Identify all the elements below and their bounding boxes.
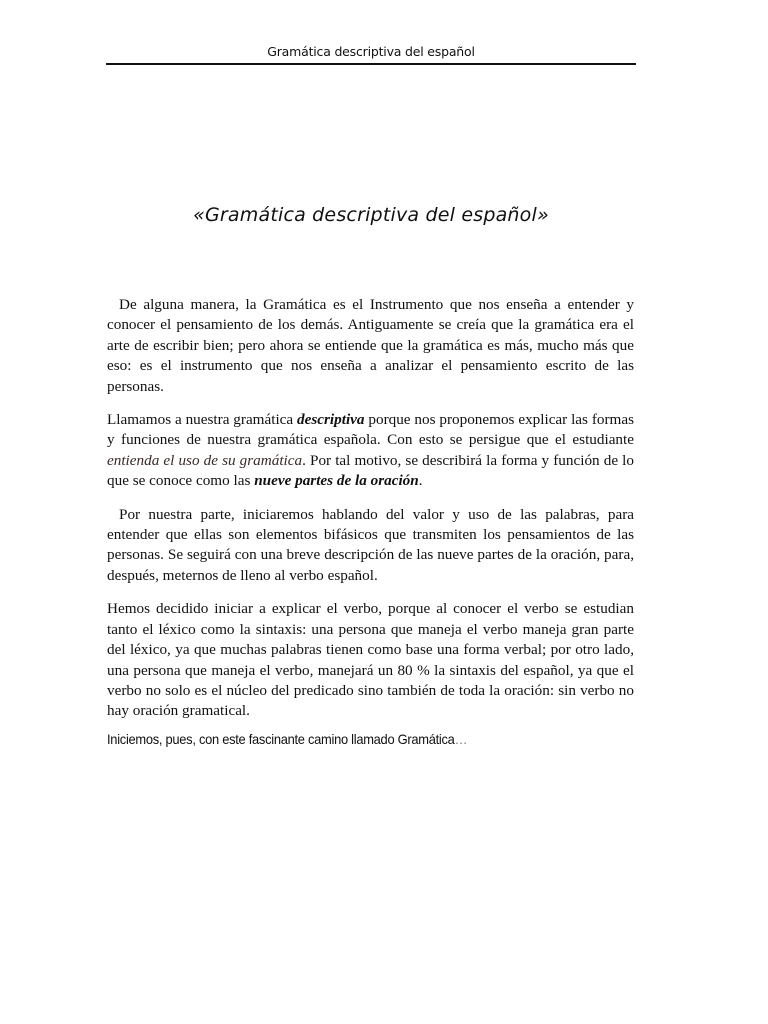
paragraph-2-text-3: . Por tal motivo, se describirá la forma y función de lo que se conoce como las	[107, 451, 634, 490]
closing-text: Iniciemos, pues, con este fascinante camino llamado Gramática	[107, 731, 455, 747]
body-text	[107, 295, 634, 735]
running-header: Gramática descriptiva del español	[267, 44, 475, 59]
page-title: «Gramática descriptiva del español»	[193, 204, 549, 226]
paragraph-3: Por nuestra parte, iniciaremos hablando del valor y uso de las palabras, para entender que ellas son elementos bifásicos que transmiten los pensamientos de las personas. Se seguirá con una breve descripción de las nueve partes de la oración, para, después, meternos de lleno al verbo español.	[107, 505, 634, 584]
term-nueve-partes: nueve partes de la oración	[254, 472, 419, 490]
paragraph-2-text-4: .	[418, 472, 423, 490]
paragraph-4: Hemos decidido iniciar a explicar el verbo, porque al conocer el verbo se estudian tanto el léxico como la sintaxis: una persona que maneja el verbo maneja gran parte del léxico, ya que muchas palabras tienen como base una forma verbal; por otro lado, una persona que maneja el verbo, manejará un 80 % la sintaxis del español, ya que el verbo no solo es el núcleo del predicado sino también de toda la oración: sin verbo no hay oración gramatical.	[107, 600, 634, 720]
closing-ellipsis: …	[454, 731, 468, 747]
term-descriptiva: descriptiva	[297, 411, 365, 429]
paragraph-2-text-2: porque nos proponemos explicar las formas y funciones de nuestra gramática española. Con esto se persigue que el estudiante	[107, 411, 634, 449]
emphasis-entienda: entienda el uso de su gramática	[107, 451, 303, 469]
closing-line	[107, 731, 592, 747]
header-divider	[106, 63, 636, 65]
paragraph-1: De alguna manera, la Gramática es el Instrumento que nos enseña a entender y conocer el pensamiento de los demás. Antiguamente se creía que la gramática era el arte de escribir bien; pero ahora se entiende que la gramática es más, mucho más que eso: es el instrumento que nos enseña a analizar el pensamiento escrito de las personas.	[107, 296, 634, 395]
paragraph-2	[107, 410, 634, 492]
paragraph-2-text-1: Llamamos a nuestra gramática	[107, 411, 298, 429]
